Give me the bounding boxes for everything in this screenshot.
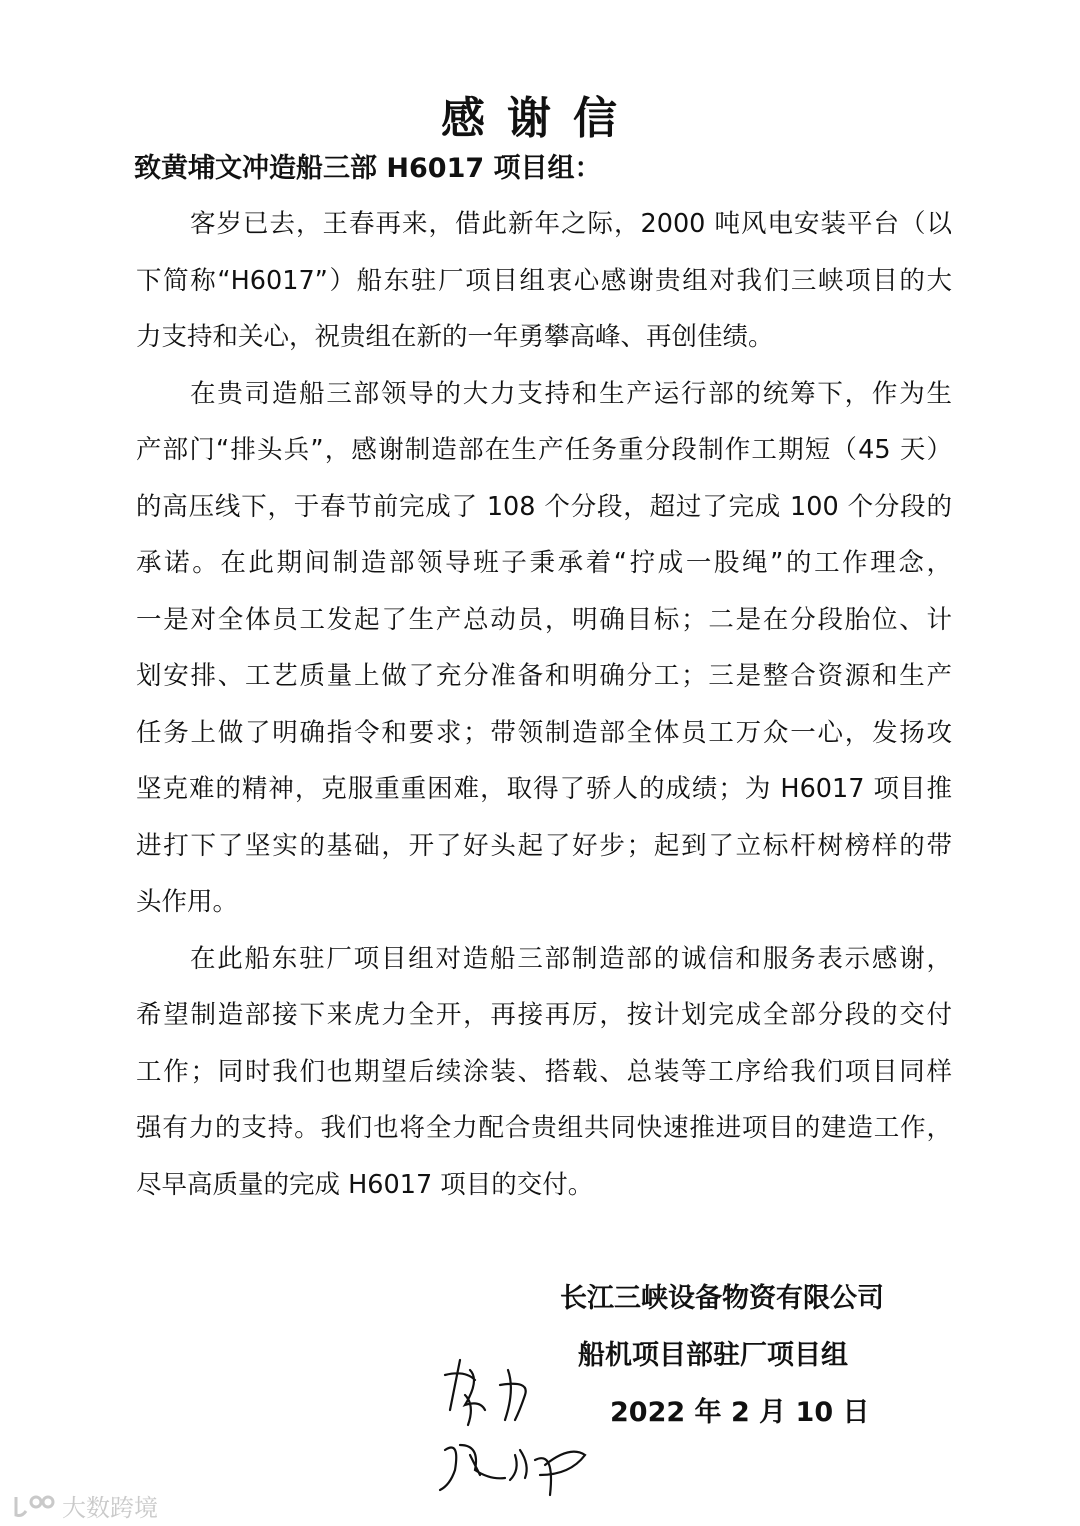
watermark-text: 大数跨境 [62, 1494, 158, 1522]
paragraph-line: 承诺。在此期间制造部领导班子秉承着“拧成一股绳”的工作理念， [136, 548, 952, 578]
signature-department: 船机项目部驻厂项目组 [578, 1340, 848, 1371]
watermark-logo-icon [8, 1493, 58, 1519]
paragraph-line: 希望制造部接下来虎力全开，再接再厉，按计划完成全部分段的交付 [136, 1000, 952, 1030]
paragraph-line: 进打下了坚实的基础，开了好头起了好步；起到了立标杆树榜样的带 [136, 830, 952, 861]
paragraph-line: 尽早高质量的完成 H6017 项目的交付。 [136, 1169, 594, 1200]
signature-company: 长江三峡设备物资有限公司 [560, 1283, 884, 1314]
paragraph-line: 划安排、工艺质量上做了充分准备和明确分工；三是整合资源和生产 [136, 661, 952, 691]
paragraph-line: 客岁已去，王春再来，借此新年之际，2000 吨风电安装平台（以 [190, 209, 952, 239]
handwritten-signature [420, 1350, 620, 1500]
paragraph-line: 工作；同时我们也期望后续涂装、搭载、总装等工序给我们项目同样 [136, 1056, 952, 1087]
salutation: 致黄埔文冲造船三部 H6017 项目组： [134, 153, 602, 184]
paragraph-line: 强有力的支持。我们也将全力配合贵组共同快速推进项目的建造工作， [136, 1113, 952, 1143]
paragraph-line: 一是对全体员工发起了生产总动员，明确目标；二是在分段胎位、计 [136, 604, 952, 635]
paragraph-line: 在贵司造船三部领导的大力支持和生产运行部的统筹下，作为生 [190, 378, 952, 409]
paragraph-line: 产部门“排头兵”，感谢制造部在生产任务重分段制作工期短（45 天） [136, 435, 952, 465]
paragraph-line: 头作用。 [136, 887, 239, 917]
paragraph-line: 下简称“H6017”）船东驻厂项目组衷心感谢贵组对我们三峡项目的大 [136, 265, 952, 296]
signature-date: 2022 年 2 月 10 日 [610, 1397, 870, 1428]
letter-body [136, 196, 952, 1213]
paragraph-line: 坚克难的精神，克服重重困难，取得了骄人的成绩；为 H6017 项目推 [136, 774, 952, 804]
paragraph-line: 的高压线下，于春节前完成了 108 个分段，超过了完成 100 个分段的 [136, 491, 952, 522]
paragraph-line: 任务上做了明确指令和要求；带领制造部全体员工万众一心，发扬攻 [136, 717, 952, 748]
watermark [8, 1488, 158, 1523]
paragraph-line: 力支持和关心，祝贵组在新的一年勇攀高峰、再创佳绩。 [136, 322, 774, 352]
letter-title: 感谢信 [441, 93, 639, 144]
paragraph-line: 在此船东驻厂项目组对造船三部制造部的诚信和服务表示感谢， [190, 943, 952, 974]
